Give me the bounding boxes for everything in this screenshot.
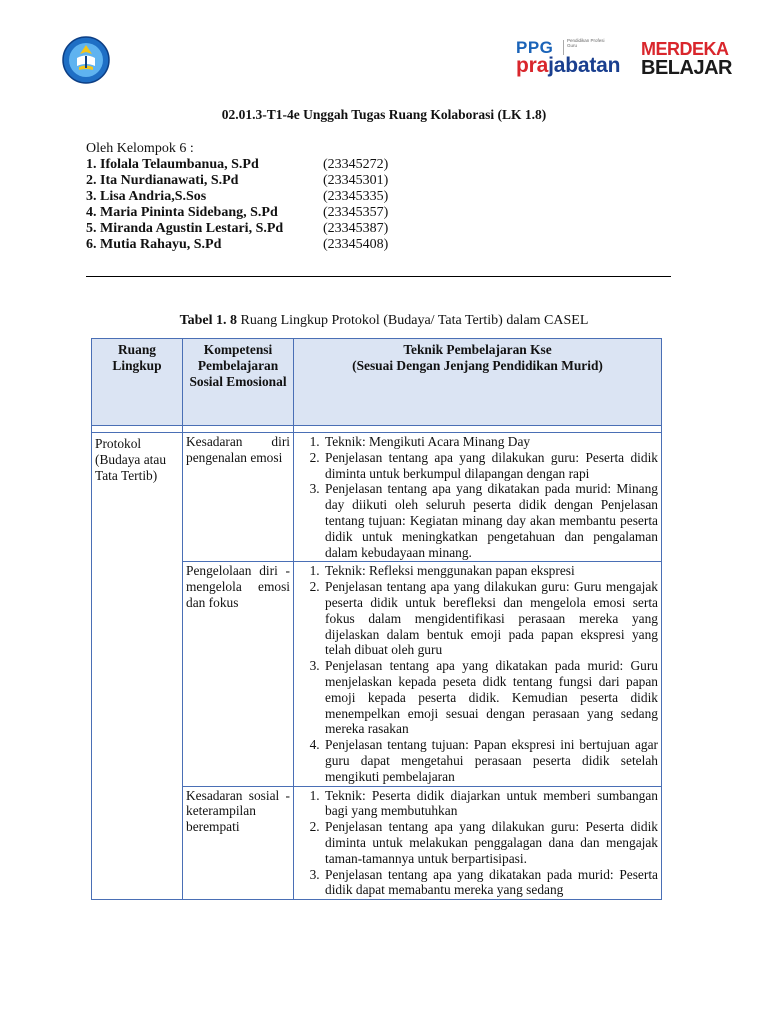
- member-name: 5. Miranda Agustin Lestari, S.Pd: [86, 221, 284, 236]
- technique-item: 3. Penjelasan tentang apa yang dikatakan pada murid: Peserta didik dapat memabantu mereka yang sedang: [323, 867, 658, 899]
- technique-item: 3. Penjelasan tentang apa yang dikatakan pada murid: Guru menjelaskan kepada peseta didk tentang fungsi dari papan emoji kepada peserta didik. Kemudian peserta didik menempelkan emoji sesuai dengan perasaan yang sedang mereka rasakan: [323, 658, 658, 737]
- ppg-logo-separator: [563, 40, 564, 55]
- tut-wuri-handayani-logo: [62, 36, 110, 84]
- ppg-logo-main-blue: jabatan: [548, 54, 621, 77]
- technique-list: [297, 788, 658, 899]
- member-name: 1. Ifolala Telaumbanua, S.Pd: [86, 157, 259, 172]
- header-teknik-line1: Teknik Pembelajaran Kse: [403, 342, 552, 357]
- member-name: 3. Lisa Andria,S.Sos: [86, 189, 207, 204]
- technique-item: 3. Penjelasan tentang apa yang dikatakan pada murid: Minang day diikuti oleh seluruh peserta didik dengan Penjelasan tentang tujuan: Kegiatan minang day akan membantu peserta didik untuk meningkatkan pengetahuan dan pengalaman dalam kebudayaan minang.: [323, 481, 658, 560]
- table-header-row: [92, 339, 662, 426]
- header-teknik-line2: (Sesuai Dengan Jenjang Pendidikan Murid): [352, 357, 603, 373]
- header-kompetensi: Kompetensi Pembelajaran Sosial Emosional: [183, 339, 294, 426]
- technique-cell: [294, 433, 662, 562]
- merdeka-logo-line1: MERDEKA: [641, 39, 729, 59]
- merdeka-belajar-logo: [641, 39, 732, 79]
- technique-list: [297, 434, 658, 560]
- ppg-prajabatan-logo: [516, 38, 628, 82]
- table-caption-label: Tabel 1. 8: [179, 313, 238, 328]
- ppg-logo-subtitle: Pendidikan Profesi Guru: [567, 38, 605, 48]
- member-name: 4. Maria Pininta Sidebang, S.Pd: [86, 205, 278, 220]
- table-row: [92, 433, 662, 562]
- technique-item: 1. Teknik: Mengikuti Acara Minang Day: [323, 434, 658, 450]
- technique-cell: [294, 786, 662, 900]
- technique-item: 4. Penjelasan tentang tujuan: Papan ekspresi ini bertujuan agar guru dapat mengetahui perasaan peserta didik setelah mengikuti pembelajaran: [323, 737, 658, 784]
- member-id: (23345357): [323, 205, 389, 220]
- group-label: Oleh Kelompok 6 :: [86, 141, 194, 156]
- member-id: (23345387): [323, 221, 389, 236]
- ppg-logo-main: [516, 54, 620, 78]
- member-id: (23345335): [323, 189, 389, 204]
- member-id: (23345301): [323, 173, 389, 188]
- member-name: 2. Ita Nurdianawati, S.Pd: [86, 173, 239, 188]
- scope-cell: Protokol (Budaya atau Tata Tertib): [92, 433, 183, 900]
- competency-cell: Pengelolaan diri -mengelola emosi dan fokus: [183, 562, 294, 786]
- technique-item: 2. Penjelasan tentang apa yang dilakukan guru: Peserta didik diminta untuk melakukan penggalagan dana dan mengajak taman-tamannya untuk berpartisipasi.: [323, 819, 658, 866]
- technique-item: 2. Penjelasan tentang apa yang dilakukan guru: Peserta didik diminta untuk berkumpul dilapangan dengan rapi: [323, 450, 658, 482]
- member-name: 6. Mutia Rahayu, S.Pd: [86, 237, 222, 252]
- merdeka-logo-line2: BELAJAR: [641, 57, 732, 79]
- table-caption: [0, 313, 768, 329]
- table-spacer-row: [92, 426, 662, 433]
- technique-list: [297, 563, 658, 784]
- technique-item: 1. Teknik: Peserta didik diajarkan untuk memberi sumbangan bagi yang membutuhkan: [323, 788, 658, 820]
- header-ruang-lingkup: Ruang Lingkup: [92, 339, 183, 426]
- technique-item: 1. Teknik: Refleksi menggunakan papan ekspresi: [323, 563, 658, 579]
- member-id: (23345408): [323, 237, 389, 252]
- horizontal-rule: [86, 276, 671, 277]
- document-title: 02.01.3-T1-4e Unggah Tugas Ruang Kolaborasi (LK 1.8): [221, 107, 547, 122]
- kse-table: [91, 338, 662, 900]
- member-id: (23345272): [323, 157, 389, 172]
- technique-cell: [294, 562, 662, 786]
- ppg-logo-top: PPG: [516, 38, 554, 57]
- competency-cell: Kesadaran diri pengenalan emosi: [183, 433, 294, 562]
- table-caption-text: Ruang Lingkup Protokol (Budaya/ Tata Tertib) dalam CASEL: [237, 313, 589, 328]
- header-teknik: [294, 339, 662, 426]
- ppg-logo-main-red: pra: [516, 54, 549, 77]
- technique-item: 2. Penjelasan tentang apa yang dilakukan guru: Guru mengajak peserta didik untuk berefleksi dan mengelola emosi serta fokus dalam mengidentifikasi perasaan mereka yang dijelaskan dalam bentuk emoji pada papan ekspresi yang telah dibuat oleh guru: [323, 579, 658, 658]
- competency-cell: Kesadaran sosial - keterampilan berempati: [183, 786, 294, 900]
